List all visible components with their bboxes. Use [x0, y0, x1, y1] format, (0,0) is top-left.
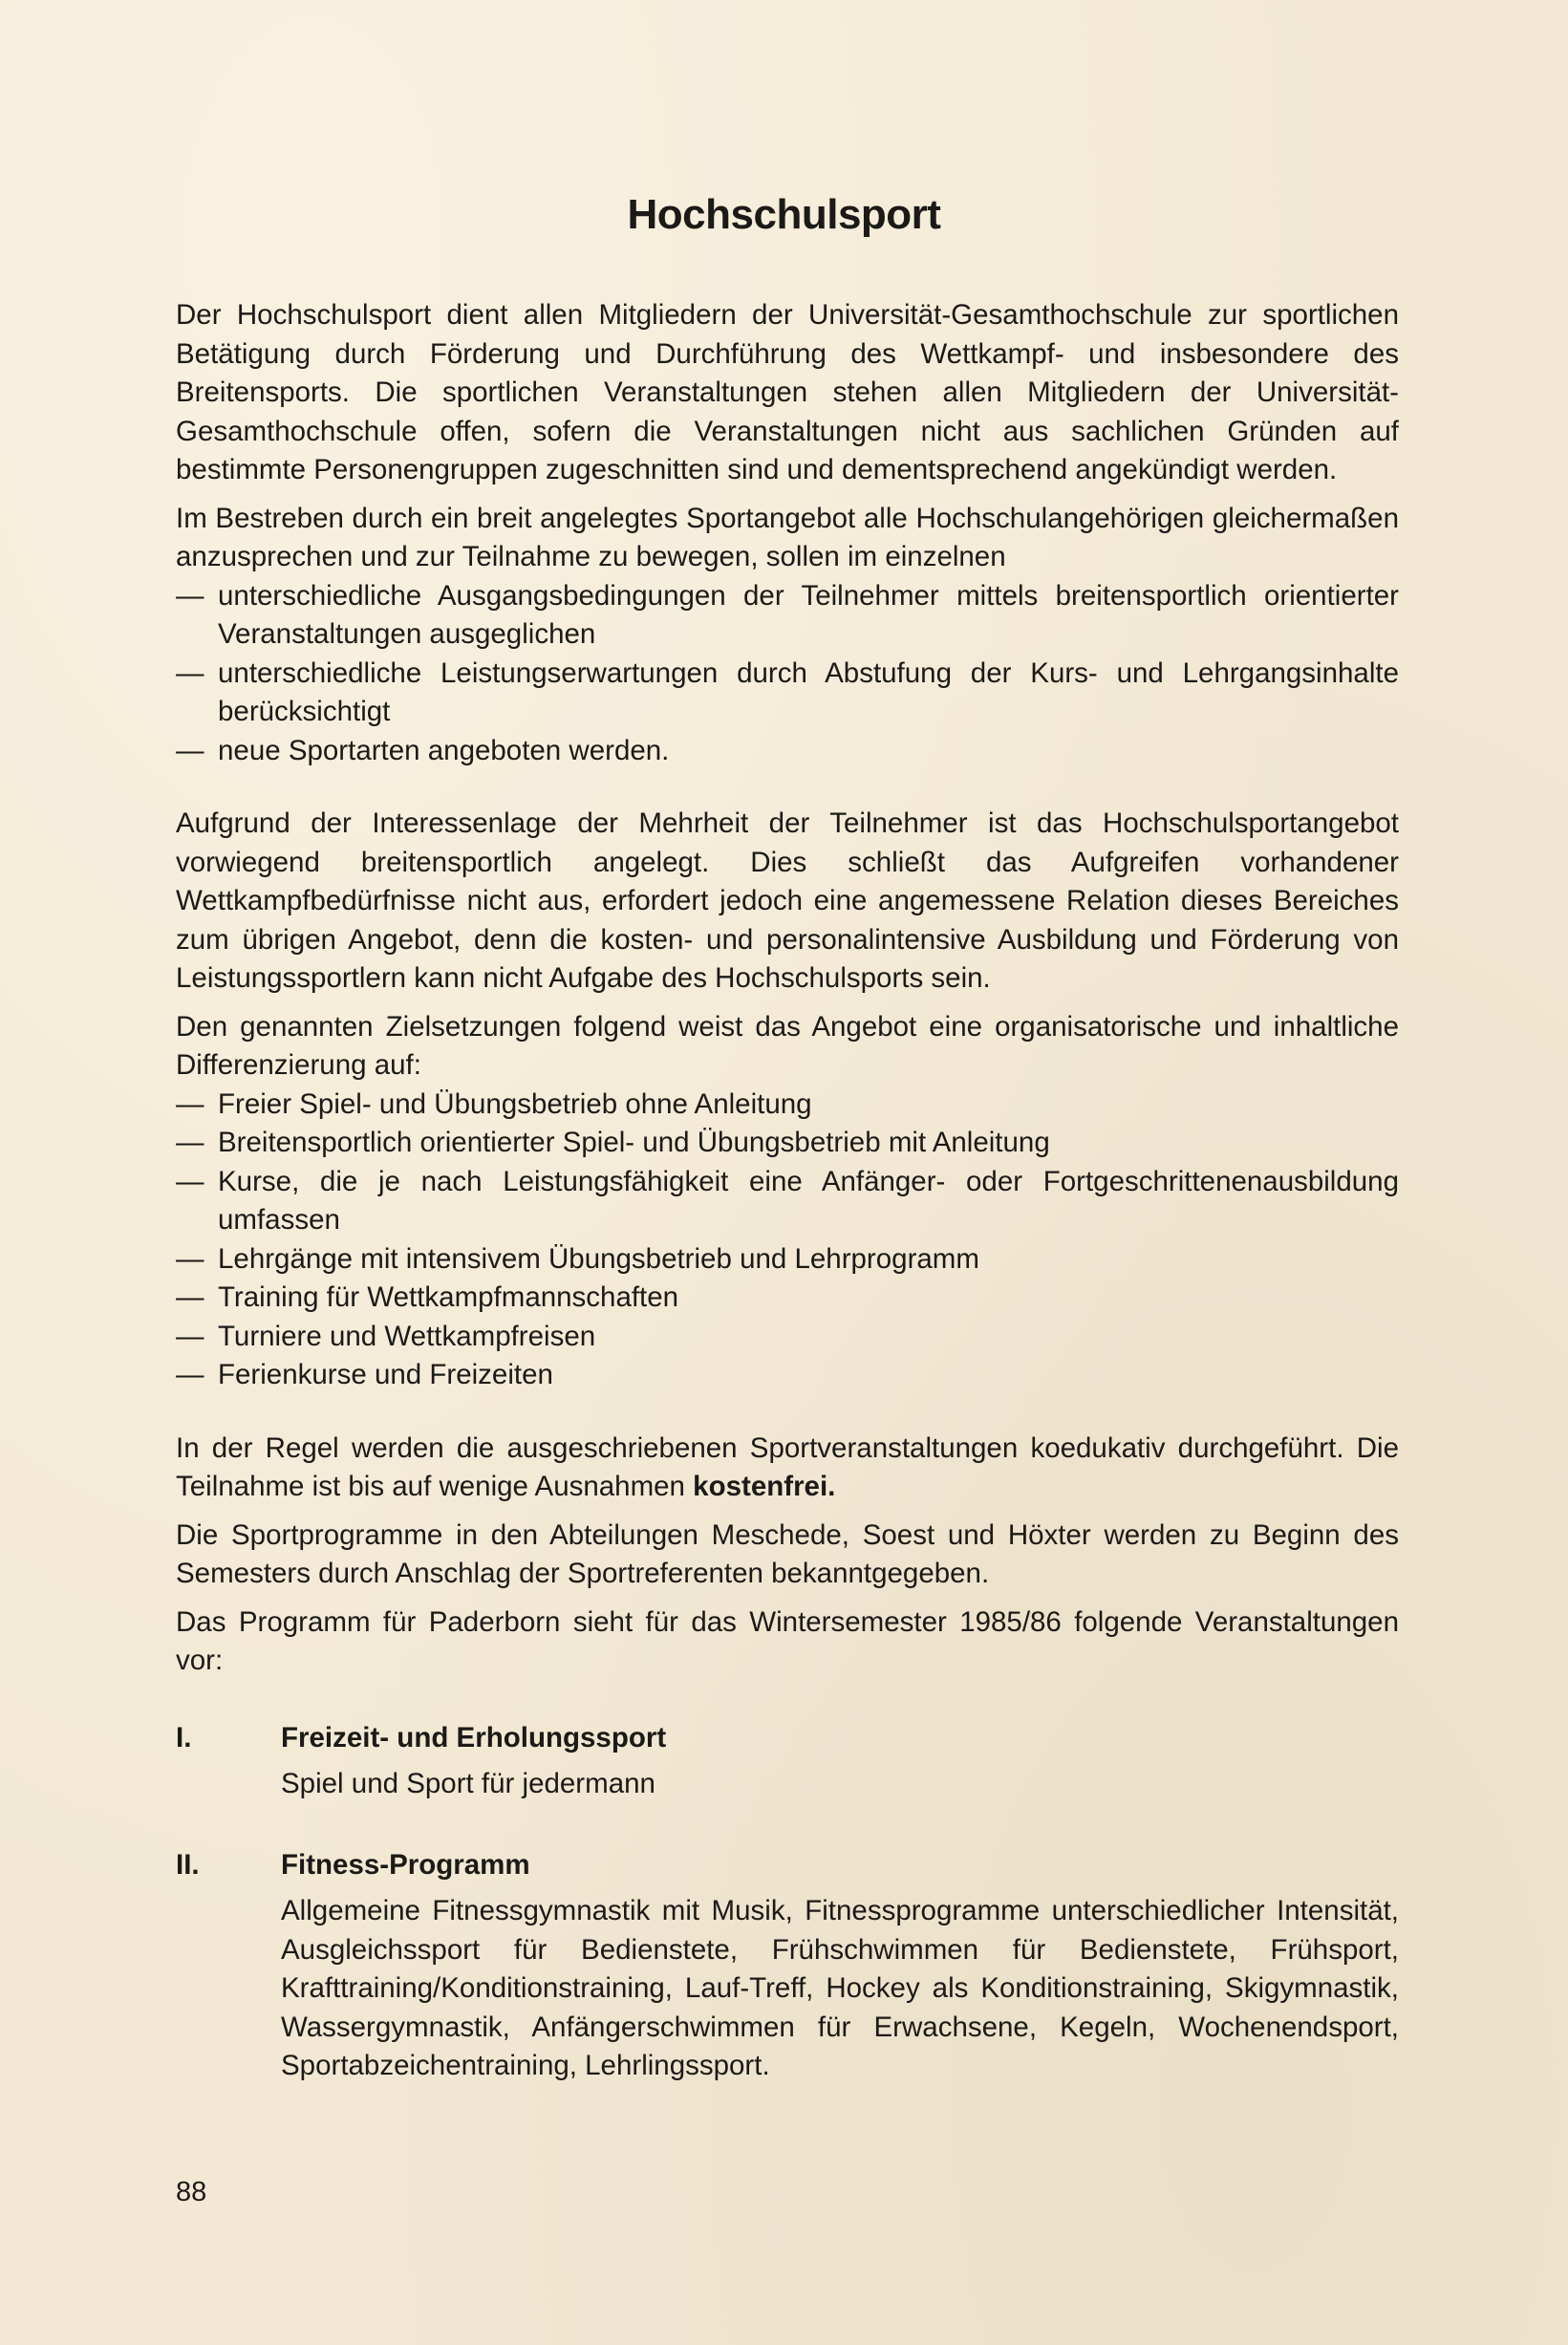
list-item: — Breitensportlich orientierter Spiel- und Übungsbetrieb mit Anleitung — [176, 1124, 1399, 1163]
aim-list — [176, 577, 1399, 771]
dash-symbol: — — [176, 1242, 204, 1275]
differentiation-list — [176, 1086, 1399, 1395]
section-number: II. — [176, 1848, 200, 1881]
rule-paragraph: In der Regel werden die ausgeschriebenen Sportveranstaltungen koedukativ durchgeführt. Die Teilnahme ist bis auf wenige Ausnahmen kostenfrei. — [176, 1431, 1399, 1502]
list-item: — Kurse, die je nach Leistungsfähigkeit eine Anfänger- oder Fortgeschrittenenausbildung umfassen — [176, 1163, 1399, 1240]
list-item: — Turniere und Wettkampfreisen — [176, 1318, 1399, 1357]
list-item: — Freier Spiel- und Übungsbetrieb ohne Anleitung — [176, 1086, 1399, 1125]
list-item: — Training für Wettkampfmannschaften — [176, 1279, 1399, 1318]
list-item: — neue Sportarten angeboten werden. — [176, 732, 1399, 771]
dash-symbol: — — [176, 1165, 204, 1197]
section-body: Spiel und Sport für jedermann — [281, 1768, 655, 1799]
spacer — [176, 1395, 1399, 1430]
list-item: — unterschiedliche Leistungserwartungen durch Abstufung der Kurs- und Lehrgangsinhalte berücksichtigt — [176, 655, 1399, 732]
section-body: Allgemeine Fitnessgymnastik mit Musik, Fitnessprogramme unterschiedlicher Intensität, Ausgleichssport für Bedienstete, Frühschwimmen für Bedienstete, Frühsport, Krafttraining/Konditionstraining, Lauf-Treff, Hockey als Konditionstraining, Skigymnastik, Wassergymnastik, Anfängerschwimmen für Erwachsene, Kegeln, Wochenendsport, Sportabzeichentraining, Lehrlingssport. — [281, 1895, 1399, 2081]
section-heading: Fitness-Programm — [281, 1848, 530, 1881]
page-title: Hochschulsport — [627, 191, 941, 238]
dash-symbol: — — [176, 734, 204, 766]
free-of-charge-text: kostenfrei. — [693, 1471, 836, 1502]
dash-symbol: — — [176, 656, 204, 689]
spacer — [176, 770, 1399, 805]
section-heading: Freizeit- und Erholungssport — [281, 1721, 667, 1753]
aim-paragraph: Im Bestreben durch ein breit angelegtes Sportangebot alle Hochschulangehörigen gleichermaßen anzusprechen und zur Teilnahme zu bewegen, sollen im einzelnen — [176, 502, 1399, 572]
list-item: — Ferienkurse und Freizeiten — [176, 1356, 1399, 1395]
dash-symbol: — — [176, 579, 204, 612]
list-item: — unterschiedliche Ausgangsbedingungen der Teilnehmer mittels breitensportlich orientierter Veranstaltungen ausgeglichen — [176, 577, 1399, 655]
page-number: 88 — [176, 2177, 207, 2207]
section-leisure-sport — [176, 1719, 1399, 1804]
differentiation-paragraph: Den genannten Zielsetzungen folgend weist das Angebot eine organisatorische und inhaltliche Differenzierung auf: — [176, 1010, 1399, 1081]
list-item: — Lehrgänge mit intensivem Übungsbetrieb und Lehrprogramm — [176, 1240, 1399, 1280]
intro-paragraph: Der Hochschulsport dient allen Mitgliedern der Universität-Gesamthochschule zur sportlichen Betätigung durch Förderung und Durchführung des Wettkampf- und insbesondere des Breitensports. Die sportlichen Veranstaltungen stehen allen Mitgliedern der Universität-Gesamthochschule offen, sofern die Veranstaltungen nicht aus sachlichen Gründen auf bestimmte Personengruppen zugeschnitten sind und dementsprechend angekündigt werden. — [176, 299, 1399, 485]
dash-symbol: — — [176, 1320, 204, 1352]
programs-paragraph: Die Sportprogramme in den Abteilungen Meschede, Soest und Höxter werden zu Beginn des Semesters durch Anschlag der Sportreferenten bekanntgegeben. — [176, 1518, 1399, 1589]
dash-symbol: — — [176, 1087, 204, 1120]
dash-symbol: — — [176, 1127, 204, 1158]
section-fitness-program — [176, 1846, 1399, 2086]
dash-symbol: — — [176, 1359, 204, 1390]
interest-paragraph: Aufgrund der Interessenlage der Mehrheit der Teilnehmer ist das Hochschulsportangebot vorwiegend breitensportlich angelegt. Dies schließt das Aufgreifen vorhandener Wettkampfbedürfnisse nicht aus, erfordert jedoch eine angemessene Relation dieses Bereiches zum übrigen Angebot, denn die kosten- und personalintensive Ausbildung und Förderung von Leistungssportlern kann nicht Aufgabe des Hochschulsports sein. — [176, 807, 1399, 994]
paderborn-paragraph: Das Programm für Paderborn sieht für das Wintersemester 1985/86 folgende Veranstaltungen vor: — [176, 1605, 1399, 1676]
dash-symbol: — — [176, 1281, 204, 1313]
document-body — [176, 296, 1399, 2086]
section-number: I. — [176, 1721, 192, 1753]
